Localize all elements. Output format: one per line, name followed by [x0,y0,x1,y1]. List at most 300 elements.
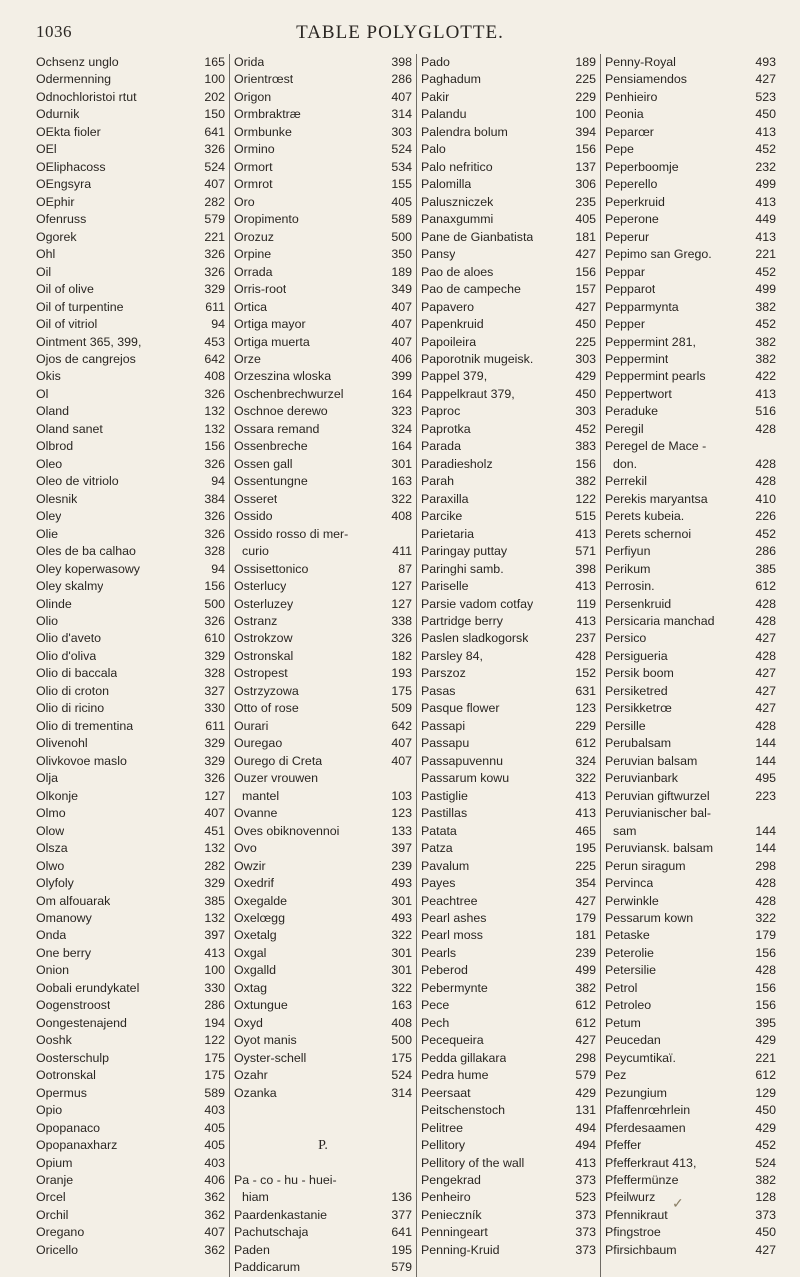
entry-term: Penheiro [421,1190,471,1205]
index-entry [421,141,596,158]
entry-term: Pfeilwurz [605,1190,656,1205]
entry-term: Oregano [36,1225,85,1240]
entry-term: Oschnoe derewo [234,404,328,419]
entry-page-number: 452 [755,1138,776,1153]
entry-term: mantel [242,788,280,803]
index-entry [234,141,412,158]
entry-page-number: 156 [204,579,225,594]
entry-page-number: 611 [205,299,225,314]
index-entry [605,473,776,490]
entry-page-number: 407 [204,177,225,192]
entry-term: Ormrot [234,177,273,192]
entry-term: Oxgalld [234,963,277,978]
entry-page-number: 571 [575,544,596,559]
index-entry [36,54,225,71]
index-entry [605,561,776,578]
entry-term: Oxegalde [234,893,288,908]
entry-page-number: 407 [391,299,412,314]
index-entry [421,945,596,962]
entry-term: Petroleo [605,998,652,1013]
entry-term: Pearl moss [421,928,483,943]
entry-term: Omanowy [36,910,92,925]
entry-page-number: 450 [575,317,596,332]
entry-term: Oil of vitriol [36,317,98,332]
entry-page-number: 175 [391,683,412,698]
index-entry [234,508,412,525]
entry-term: Passapuvennu [421,753,503,768]
entry-page-number: 322 [391,980,412,995]
entry-page-number: 579 [391,1260,412,1275]
index-entry [605,700,776,717]
index-entry [36,596,225,613]
entry-term: Olwo [36,858,65,873]
entry-term: Ochsenz unglo [36,55,119,69]
entry-page-number: 453 [204,334,225,349]
entry-term: Oil of turpentine [36,299,124,314]
index-entry [605,1242,776,1259]
index-entry [234,403,412,420]
entry-term: Ossisettonico [234,561,309,576]
entry-page-number: 330 [204,980,225,995]
entry-term: Orozuz [234,229,274,244]
index-entry [421,596,596,613]
entry-term: Oley koperwasowy [36,561,140,576]
entry-term: OEphir [36,194,75,209]
entry-page-number: 427 [575,247,596,262]
entry-term: Ouzer vrouwen [234,771,319,786]
entry-term: Parsley 84, [421,648,483,663]
entry-term: Palendra bolum [421,124,508,139]
entry-page-number: 427 [755,631,776,646]
entry-page-number: 155 [391,177,412,192]
index-entry [605,840,776,857]
entry-page-number: 612 [755,579,776,594]
index-entry [36,211,225,228]
entry-term: Ostropest [234,666,288,681]
entry-page-number: 175 [204,1068,225,1083]
entry-page-number: 407 [391,317,412,332]
entry-page-number: 452 [755,526,776,541]
entry-term: Oyster-schell [234,1050,307,1065]
entry-page-number: 127 [391,596,412,611]
index-entry [234,1015,412,1032]
index-entry [421,910,596,927]
entry-term: Odermenning [36,72,112,87]
index-entry [605,368,776,385]
entry-page-number: 122 [575,491,596,506]
entry-page-number: 428 [755,614,776,628]
entry-term: Pellitory [421,1138,466,1153]
index-entry [605,456,776,473]
entry-term: Peppermint 281, [605,334,696,349]
index-entry [36,438,225,455]
entry-term: Peitschenstoch [421,1103,506,1118]
entry-page-number: 163 [391,474,412,489]
entry-page-number: 413 [575,806,596,821]
index-entry [36,945,225,962]
entry-term: Penieczník [421,1207,482,1222]
index-entry [36,683,225,700]
entry-term: Parah [421,474,455,489]
index-entry [421,648,596,665]
entry-page-number: 612 [755,1068,776,1083]
entry-term: Perwinkle [605,893,659,908]
index-entry [605,421,776,438]
entry-term: Pastiglie [421,788,468,803]
index-entry [36,334,225,351]
index-entry [421,840,596,857]
entry-term: Pappel 379, [421,369,488,384]
entry-term: Patza [421,841,453,856]
entry-term: Persik boom [605,666,674,681]
entry-page-number: 328 [204,544,225,559]
index-entry [36,194,225,211]
entry-term: Peterolie [605,945,654,960]
entry-term: Pepimo san Grego. [605,247,712,262]
entry-term: Orcel [36,1190,66,1205]
entry-term: Ossara remand [234,421,320,436]
entry-term: Persenkruid [605,596,672,611]
index-entry [234,334,412,351]
index-entry [234,1032,412,1049]
entry-term: Oyot manis [234,1033,297,1048]
entry-page-number: 382 [755,1173,776,1187]
entry-page-number: 450 [755,1103,776,1118]
index-entry [421,788,596,805]
entry-term: Oschenbrechwurzel [234,386,344,401]
entry-page-number: 100 [204,72,225,87]
index-entry [36,246,225,263]
entry-page-number: 413 [575,788,596,803]
index-entry [36,403,225,420]
entry-term: Parsie vadom cotfay [421,596,534,611]
entry-page-number: 449 [755,212,776,227]
index-entry [421,106,596,123]
index-entry [421,421,596,438]
entry-term: Pasque flower [421,701,500,716]
entry-page-number: 225 [575,72,596,87]
entry-term: Ossenbreche [234,439,308,454]
entry-term: Ormbraktræ [234,107,301,122]
index-entry [36,368,225,385]
index-entry [605,875,776,892]
index-entry [605,1015,776,1032]
entry-term: Peersaat [421,1085,471,1100]
entry-term: Pece [421,998,450,1013]
entry-term: Orchil [36,1207,69,1222]
index-entry [36,613,225,630]
entry-term: Petersilie [605,963,656,978]
index-entry [36,648,225,665]
entry-page-number: 127 [391,579,412,594]
index-entry [421,264,596,281]
index-entry [421,386,596,403]
entry-page-number: 301 [391,945,412,960]
entry-page-number: 642 [391,718,412,733]
entry-page-number: 377 [391,1207,412,1222]
entry-page-number: 156 [755,980,776,995]
entry-term: Pappelkraut 379, [421,386,515,401]
entry-page-number: 202 [204,89,225,104]
entry-page-number: 413 [575,614,596,628]
index-entry [36,1032,225,1049]
entry-page-number: 324 [391,421,412,436]
index-entry [605,910,776,927]
entry-term: Persicaria manchad [605,614,715,628]
index-entry [36,910,225,927]
entry-term: Olkonje [36,788,79,803]
entry-term: Paluszniczek [421,194,494,209]
entry-term: Ortica [234,299,268,314]
entry-page-number: 362 [204,1190,225,1205]
entry-page-number: 398 [575,561,596,576]
index-entry [234,945,412,962]
index-entry [36,1050,225,1067]
entry-term: Parszoz [421,666,466,681]
entry-page-number: 326 [204,264,225,279]
entry-term: Pasas [421,683,456,698]
entry-page-number: 235 [575,194,596,209]
entry-page-number: 137 [575,159,596,174]
entry-page-number: 326 [391,631,412,646]
index-entry [605,71,776,88]
entry-term: Osterlucy [234,579,287,594]
entry-term: Ooshk [36,1033,72,1048]
entry-term: Pebermynte [421,980,488,995]
entry-term: Olsza [36,841,68,856]
index-entry [36,805,225,822]
index-entry [36,840,225,857]
entry-term: Parada [421,439,461,454]
entry-page-number [408,1155,412,1172]
entry-page-number: 131 [575,1103,596,1118]
entry-page-number: 399 [391,369,412,384]
entry-page-number: 397 [204,928,225,943]
entry-page-number: 413 [755,124,776,139]
entry-page-number [772,438,776,455]
entry-page-number: 156 [575,456,596,471]
entry-page-number: 407 [391,736,412,751]
entry-page-number: 524 [391,142,412,157]
entry-page-number: 408 [204,369,225,384]
index-entry [36,543,225,560]
entry-page-number: 328 [204,666,225,681]
index-entry [605,788,776,805]
entry-page-number: 631 [575,683,596,698]
index-entry [36,89,225,106]
entry-page-number: 450 [755,1225,776,1240]
entry-page-number: 413 [575,579,596,594]
entry-term: Olio di baccala [36,666,118,681]
index-entry [36,1155,225,1172]
entry-page-number: 87 [398,561,412,576]
entry-term: Orrada [234,264,273,279]
entry-page-number: 326 [204,142,225,157]
entry-term: Ostronskal [234,648,294,663]
index-entry [36,823,225,840]
entry-term: Pengekrad [421,1173,481,1187]
entry-page-number: 495 [755,771,776,786]
index-entry [605,735,776,752]
entry-term: Oleo [36,456,63,471]
entry-page-number: 452 [755,264,776,279]
index-entry [605,770,776,787]
index-entry [605,386,776,403]
entry-term: Oil of olive [36,282,94,297]
entry-term: Pepper [605,317,645,332]
entry-page-number: 382 [575,474,596,489]
entry-term: Pezungium [605,1085,667,1100]
entry-page-number: 362 [204,1207,225,1222]
entry-term: Oley [36,509,62,524]
entry-page-number: 373 [755,1207,776,1222]
index-entry [234,1120,412,1137]
entry-term: Ossen gall [234,456,293,471]
entry-page-number: 326 [204,526,225,541]
entry-term: Olyfoly [36,876,74,891]
index-entry [605,1172,776,1189]
entry-term: Oley skalmy [36,579,104,594]
entry-page-number: 301 [391,963,412,978]
entry-page-number: 408 [391,509,412,524]
entry-page-number: 429 [755,1033,776,1048]
entry-term: Partridge berry [421,614,503,628]
index-entry [605,246,776,263]
entry-term: Passapi [421,718,466,733]
entry-page-number: 427 [575,893,596,908]
index-entry [234,927,412,944]
entry-page-number: 534 [391,159,412,174]
entry-term: Pachutschaja [234,1225,309,1240]
entry-page-number: 383 [575,439,596,454]
index-entry [421,1120,596,1137]
index-entry [234,194,412,211]
entry-page-number: 175 [391,1050,412,1065]
index-entry [605,334,776,351]
entry-page-number: 612 [575,1015,596,1030]
index-entry [36,875,225,892]
entry-page-number: 144 [755,736,776,751]
entry-page-number: 232 [755,159,776,174]
entry-page-number: 373 [575,1242,596,1257]
index-entry [421,893,596,910]
entry-page-number: 411 [392,544,412,559]
entry-page-number: 499 [755,282,776,297]
entry-term: Oxyd [234,1015,263,1030]
entry-page-number: 189 [391,264,412,279]
entry-term: Palomilla [421,177,472,192]
entry-page-number: 406 [204,1173,225,1187]
entry-term: Orpine [234,247,272,262]
entry-page-number: 306 [575,177,596,192]
entry-term: Oro [234,194,255,209]
entry-term: Ojos de cangrejos [36,351,136,366]
entry-page-number: 100 [204,963,225,978]
entry-term: Ovanne [234,806,278,821]
index-entry [605,299,776,316]
entry-term: Olja [36,771,59,786]
index-entry [36,962,225,979]
entry-term: Owzir [234,858,266,873]
entry-page-number: 405 [575,212,596,227]
entry-page-number: 382 [575,980,596,995]
entry-page-number: 382 [755,299,776,314]
entry-page-number: 122 [204,1033,225,1048]
index-entry [605,665,776,682]
entry-page-number: 132 [204,910,225,925]
index-entry [605,264,776,281]
entry-page-number: 384 [204,491,225,506]
index-entry [234,54,412,71]
entry-page-number: 500 [391,229,412,244]
index-entry [36,159,225,176]
index-entry [605,438,776,455]
entry-page-number: 326 [204,614,225,628]
entry-page-number: 429 [755,1120,776,1135]
entry-page-number: 515 [575,509,596,524]
entry-page-number: 428 [755,718,776,733]
entry-page-number: 413 [204,945,225,960]
entry-term: P. [318,1138,328,1154]
index-entry [36,386,225,403]
index-entry [605,596,776,613]
entry-page-number: 413 [755,386,776,401]
entry-term: Olivkovoe maslo [36,753,127,768]
entry-term: Pfeffer [605,1138,642,1153]
entry-term: Onion [36,963,70,978]
entry-page-number: 428 [755,876,776,891]
entry-term: Oves obiknovennoi [234,823,340,838]
index-entry [421,875,596,892]
index-entry [605,945,776,962]
entry-term: Oxtungue [234,998,288,1013]
entry-term: Paslen sladkogorsk [421,631,529,646]
entry-term: Pech [421,1015,450,1030]
section-heading [234,1137,412,1154]
entry-term: Oles de ba calhao [36,544,136,559]
running-title: TABLE POLYGLOTTE. [296,22,504,43]
entry-term: Olio di ricino [36,701,105,716]
index-entry [36,1207,225,1224]
index-entry [234,1242,412,1259]
entry-term: Oxgal [234,945,267,960]
entry-term: Odurnik [36,107,80,122]
index-entry [36,893,225,910]
entry-term: Peppertwort [605,386,672,401]
entry-term: Patata [421,823,457,838]
entry-term: Perikum [605,561,651,576]
index-entry [234,753,412,770]
entry-page-number: 144 [755,823,776,838]
index-entry [421,1137,596,1154]
index-entry [421,368,596,385]
entry-page-number: 349 [391,282,412,297]
index-entry [36,229,225,246]
index-entry [605,858,776,875]
index-entry [234,106,412,123]
entry-term: Persikketrœ [605,701,672,716]
index-entry [36,1189,225,1206]
entry-term: Osseret [234,491,278,506]
entry-term: Palo nefritico [421,159,493,174]
index-entry [234,648,412,665]
index-entry [234,456,412,473]
entry-page-number: 398 [391,55,412,69]
index-entry [605,194,776,211]
entry-term: Persiketred [605,683,668,698]
entry-term: Ovo [234,841,257,856]
entry-page-number: 225 [575,334,596,349]
